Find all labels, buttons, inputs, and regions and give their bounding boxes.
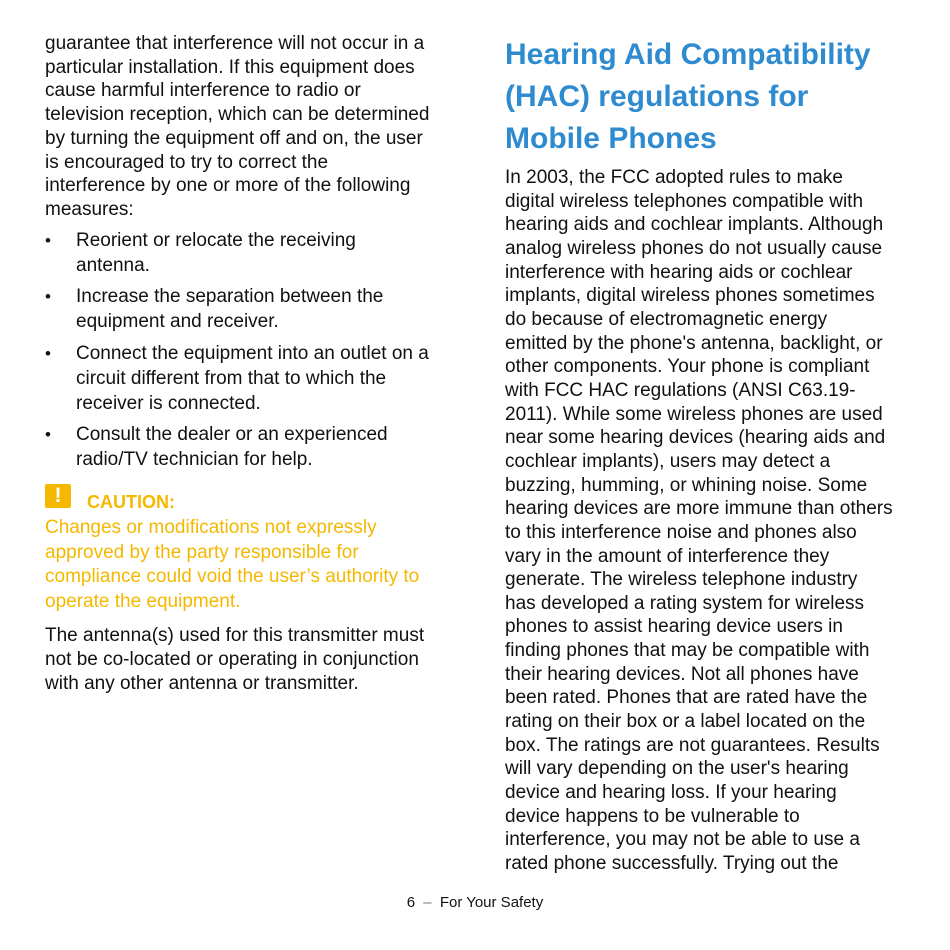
caution-text bbox=[45, 516, 457, 614]
heading-line: Mobile Phones bbox=[505, 122, 717, 155]
text-line: digital wireless telephones compatible with bbox=[505, 190, 864, 212]
heading-line: Hearing Aid Compatibility bbox=[505, 38, 871, 71]
text-line: cochlear implants), users may detect a bbox=[505, 450, 831, 472]
text-line: The antenna(s) used for this transmitter must bbox=[45, 625, 425, 647]
list-item bbox=[45, 228, 457, 278]
text-line: circuit different from that to which the bbox=[76, 367, 387, 389]
text-line: interference with hearing aids or cochlear bbox=[505, 261, 853, 283]
text-line: interference by one or more of the following bbox=[45, 175, 411, 197]
exclamation-icon: ! bbox=[45, 484, 71, 508]
text-line: implants, digital wireless phones sometimes bbox=[505, 285, 875, 307]
text-line: not be co-located or operating in conjunction bbox=[45, 648, 419, 670]
bullet-icon: • bbox=[45, 230, 51, 250]
text-line: Increase the separation between the bbox=[76, 286, 384, 308]
text-line: device happens to be vulnerable to bbox=[505, 805, 800, 827]
right-column bbox=[505, 32, 915, 876]
text-line: vary in the amount of interference they bbox=[505, 545, 830, 567]
text-line: Changes or modifications not expressly bbox=[45, 517, 377, 539]
text-line: interference, you may not be able to use a bbox=[505, 829, 860, 851]
text-line: rated phone successfully. Trying out the bbox=[505, 853, 839, 875]
intro-paragraph bbox=[45, 32, 457, 222]
caution-label: CAUTION: bbox=[87, 491, 175, 512]
text-line: buzzing, humming, or whining noise. Some bbox=[505, 474, 868, 496]
measures-list bbox=[45, 228, 457, 473]
text-line: guarantee that interference will not occur in a bbox=[45, 33, 425, 54]
text-line: generate. The wireless telephone industry bbox=[505, 569, 858, 591]
bullet-icon: • bbox=[45, 425, 51, 445]
footer-section-title: For Your Safety bbox=[439, 894, 544, 911]
text-line: television reception, which can be determined bbox=[45, 104, 430, 126]
footer-separator: – bbox=[423, 894, 432, 911]
text-line: near some hearing devices (hearing aids and bbox=[505, 427, 886, 449]
text-line: finding phones that may be compatible with bbox=[505, 640, 870, 662]
text-line: with FCC HAC regulations (ANSI C63.19- bbox=[505, 379, 856, 401]
antenna-paragraph bbox=[45, 624, 457, 695]
text-line: rating on their box or a label located on the bbox=[505, 711, 866, 733]
text-line: emitted by the phone's antenna, backlight, or bbox=[505, 332, 883, 354]
text-line: to this interference noise and phones also bbox=[505, 521, 857, 543]
list-item bbox=[45, 422, 457, 472]
section-heading bbox=[505, 34, 915, 160]
hac-paragraph bbox=[505, 166, 915, 876]
text-line: Consult the dealer or an experienced bbox=[76, 424, 388, 446]
text-line: approved by the party responsible for bbox=[45, 541, 359, 563]
text-line: operate the equipment. bbox=[45, 590, 241, 612]
text-line: particular installation. If this equipment does bbox=[45, 56, 415, 78]
text-line: 2011). While some wireless phones are used bbox=[505, 403, 883, 425]
text-line: measures: bbox=[45, 198, 134, 220]
text-line: equipment and receiver. bbox=[76, 311, 279, 333]
page-number: 6 bbox=[406, 894, 416, 911]
text-line: analog wireless phones do not usually cause bbox=[505, 237, 883, 259]
page-footer bbox=[0, 894, 950, 911]
text-line: radio/TV technician for help. bbox=[76, 449, 313, 471]
bullet-icon: • bbox=[45, 343, 51, 363]
text-line: antenna. bbox=[76, 254, 150, 276]
text-line: receiver is connected. bbox=[76, 392, 261, 414]
text-line: compliance could void the user’s authority to bbox=[45, 566, 420, 588]
text-line: In 2003, the FCC adopted rules to make bbox=[505, 167, 843, 188]
left-column bbox=[45, 32, 457, 695]
text-line: hearing aids and cochlear implants. Although bbox=[505, 214, 884, 236]
text-line: do because of electromagnetic energy bbox=[505, 308, 828, 330]
heading-line: (HAC) regulations for bbox=[505, 80, 809, 113]
text-line: cause harmful interference to radio or bbox=[45, 80, 361, 102]
text-line: is encouraged to try to correct the bbox=[45, 151, 329, 173]
text-line: their hearing devices. Not all phones have bbox=[505, 663, 859, 685]
text-line: device and hearing loss. If your hearing bbox=[505, 782, 837, 804]
text-line: Reorient or relocate the receiving bbox=[76, 229, 356, 251]
list-item bbox=[45, 341, 457, 416]
text-line: has developed a rating system for wireless bbox=[505, 592, 865, 614]
text-line: been rated. Phones that are rated have the bbox=[505, 687, 868, 709]
text-line: by turning the equipment off and on, the user bbox=[45, 127, 423, 149]
text-line: Connect the equipment into an outlet on a bbox=[76, 342, 429, 364]
list-item bbox=[45, 284, 457, 334]
text-line: with any other antenna or transmitter. bbox=[45, 672, 359, 694]
text-line: phones to assist hearing device users in bbox=[505, 616, 843, 638]
text-line: hearing devices are more immune than others bbox=[505, 498, 893, 520]
caution-header bbox=[45, 484, 457, 516]
text-line: other components. Your phone is compliant bbox=[505, 356, 870, 378]
text-line: will vary depending on the user's hearing bbox=[505, 758, 849, 780]
bullet-icon: • bbox=[45, 287, 51, 307]
text-line: box. The ratings are not guarantees. Results bbox=[505, 734, 880, 756]
